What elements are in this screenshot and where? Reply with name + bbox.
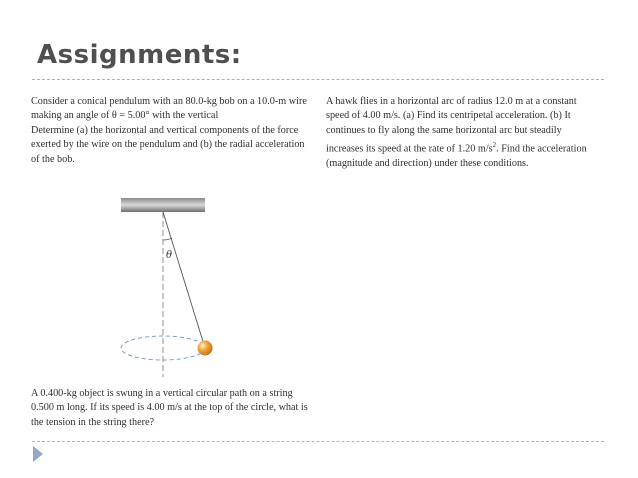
hawk-problem-part2: . Find the acceleration (magnitude and direction) under these conditions. xyxy=(326,143,587,170)
pendulum-problem-text xyxy=(31,95,314,167)
top-divider xyxy=(32,79,604,80)
angle-arc xyxy=(163,238,172,240)
ceiling-support xyxy=(121,198,205,212)
hawk-problem-exponent: 2 xyxy=(492,141,497,150)
pendulum-bob xyxy=(198,341,213,356)
hawk-problem-part1: A hawk flies in a horizontal arc of radius 12.0 m at a constant speed of 4.00 m/s. (a) Find its centripetal acceleration. (b) It continues to fly along the same horizontal arc but steadily increases its speed at the rate of 1.20 m/s xyxy=(326,96,577,155)
pendulum-wire xyxy=(163,212,205,348)
bottom-divider xyxy=(32,441,604,442)
pendulum-problem-part2: Determine (a) the horizontal and vertical components of the force exerted by the wire on the pendulum and (b) the radial acceleration of the bob. xyxy=(31,124,305,165)
conical-pendulum-diagram xyxy=(112,192,242,382)
hawk-problem-text xyxy=(326,95,596,171)
vertical-circle-problem-text: A 0.400-kg object is swung in a vertical circular path on a string 0.500 m long. If its speed is 4.00 m/s at the top of the circle, what is the tension in the string there? xyxy=(31,388,308,428)
play-triangle-icon xyxy=(33,446,43,462)
slide-title: Assignments: xyxy=(37,40,242,70)
angle-theta-label: θ xyxy=(166,250,173,261)
pendulum-problem-part1: Consider a conical pendulum with an 80.0-kg bob on a 10.0-m wire making an angle of θ = 5.00° with the vertical xyxy=(31,96,307,122)
